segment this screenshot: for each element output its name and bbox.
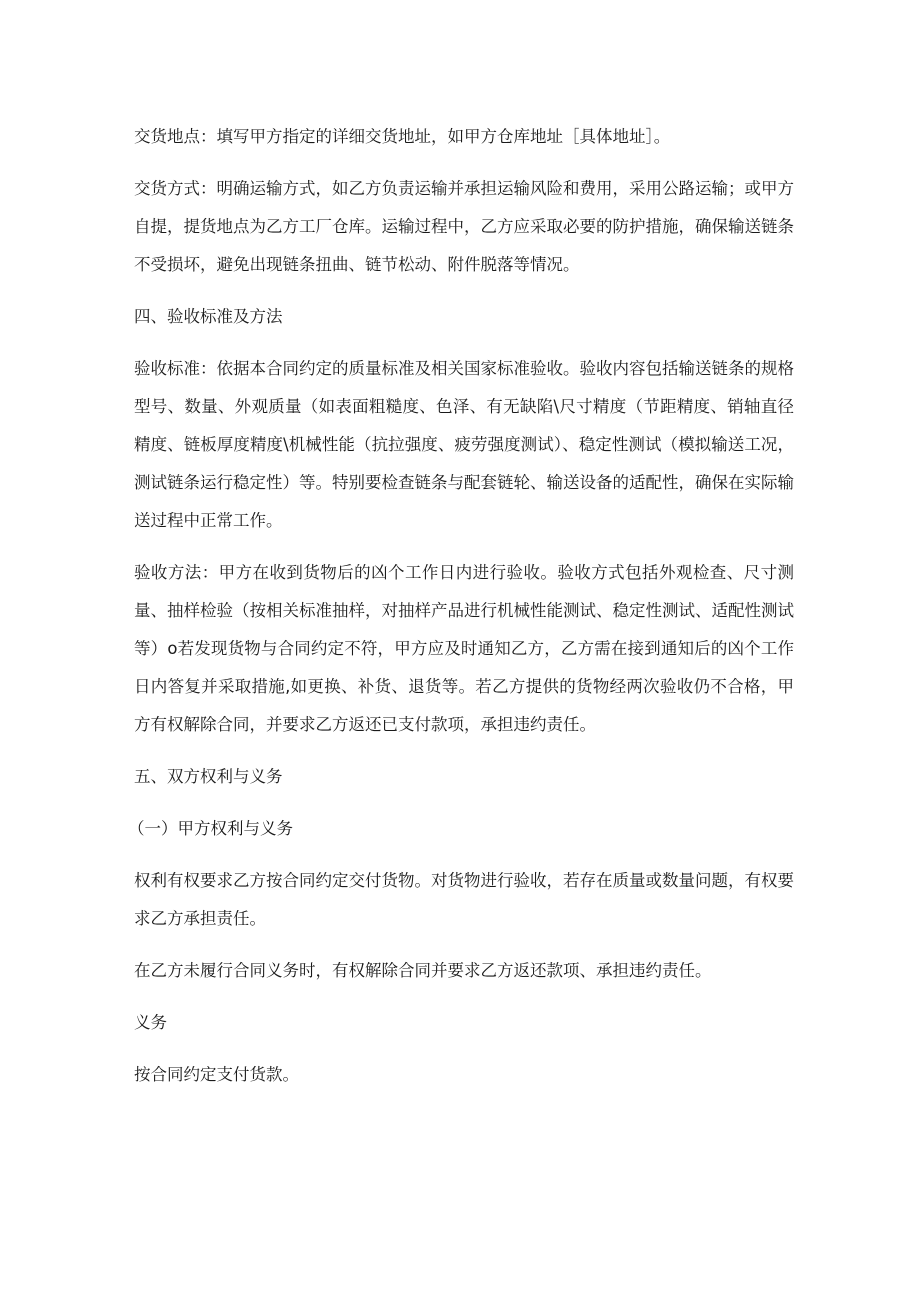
obligations-heading: 义务 [134, 1013, 167, 1032]
acceptance-standard-paragraph: 验收标准：依据本合同约定的质量标准及相关国家标准验收。验收内容包括输送链条的规格型号、数量、外观质量（如表面粗糙度、色泽、有无缺陷\尺寸精度（节距精度、销轴直径精度、链板厚度精度\机械性能（抗拉强度、疲劳强度测试）、稳定性测试（模拟输送工况，测试链条运行稳定性）等。特别要检查链条与配套链轮、输送设备的适配性，确保在实际输送过程中正常工作。 [134, 359, 794, 530]
delivery-location-paragraph: 交货地点：填写甲方指定的详细交货地址，如甲方仓库地址［具体地址］。 [134, 127, 671, 146]
party-a-termination-paragraph: 在乙方未履行合同义务时，有权解除合同并要求乙方返还款项、承担违约责任。 [134, 961, 712, 980]
delivery-method-paragraph: 交货方式：明确运输方式，如乙方负责运输并承担运输风险和费用，采用公路运输；或甲方自提，提货地点为乙方工厂仓库。运输过程中，乙方应采取必要的防护措施，确保输送链条不受损坏，避免出现链条扭曲、链节松动、附件脱落等情况。 [134, 179, 794, 274]
payment-obligation-paragraph: 按合同约定支付货款。 [134, 1065, 299, 1084]
subsection-heading-party-a: （一）甲方权利与义务 [128, 819, 293, 838]
party-a-rights-paragraph: 权利有权要求乙方按合同约定交付货物。对货物进行验收，若存在质量或数量问题，有权要求乙方承担责任。 [134, 871, 794, 928]
section-heading-acceptance: 四、验收标准及方法 [134, 307, 283, 326]
section-heading-rights-obligations: 五、双方权利与义务 [134, 767, 283, 786]
document-body [128, 118, 794, 1108]
acceptance-method-paragraph: 验收方法：甲方在收到货物后的凶个工作日内进行验收。验收方式包括外观检查、尺寸测量、抽样检验（按相关标准抽样，对抽样产品进行机械性能测试、稳定性测试、适配性测试等）o若发现货物与合同约定不符，甲方应及时通知乙方，乙方需在接到通知后的凶个工作日内答复并采取措施,如更换、补货、退货等。若乙方提供的货物经两次验收仍不合格，甲方有权解除合同，并要求乙方返还已支付款项，承担违约责任。 [134, 563, 794, 734]
